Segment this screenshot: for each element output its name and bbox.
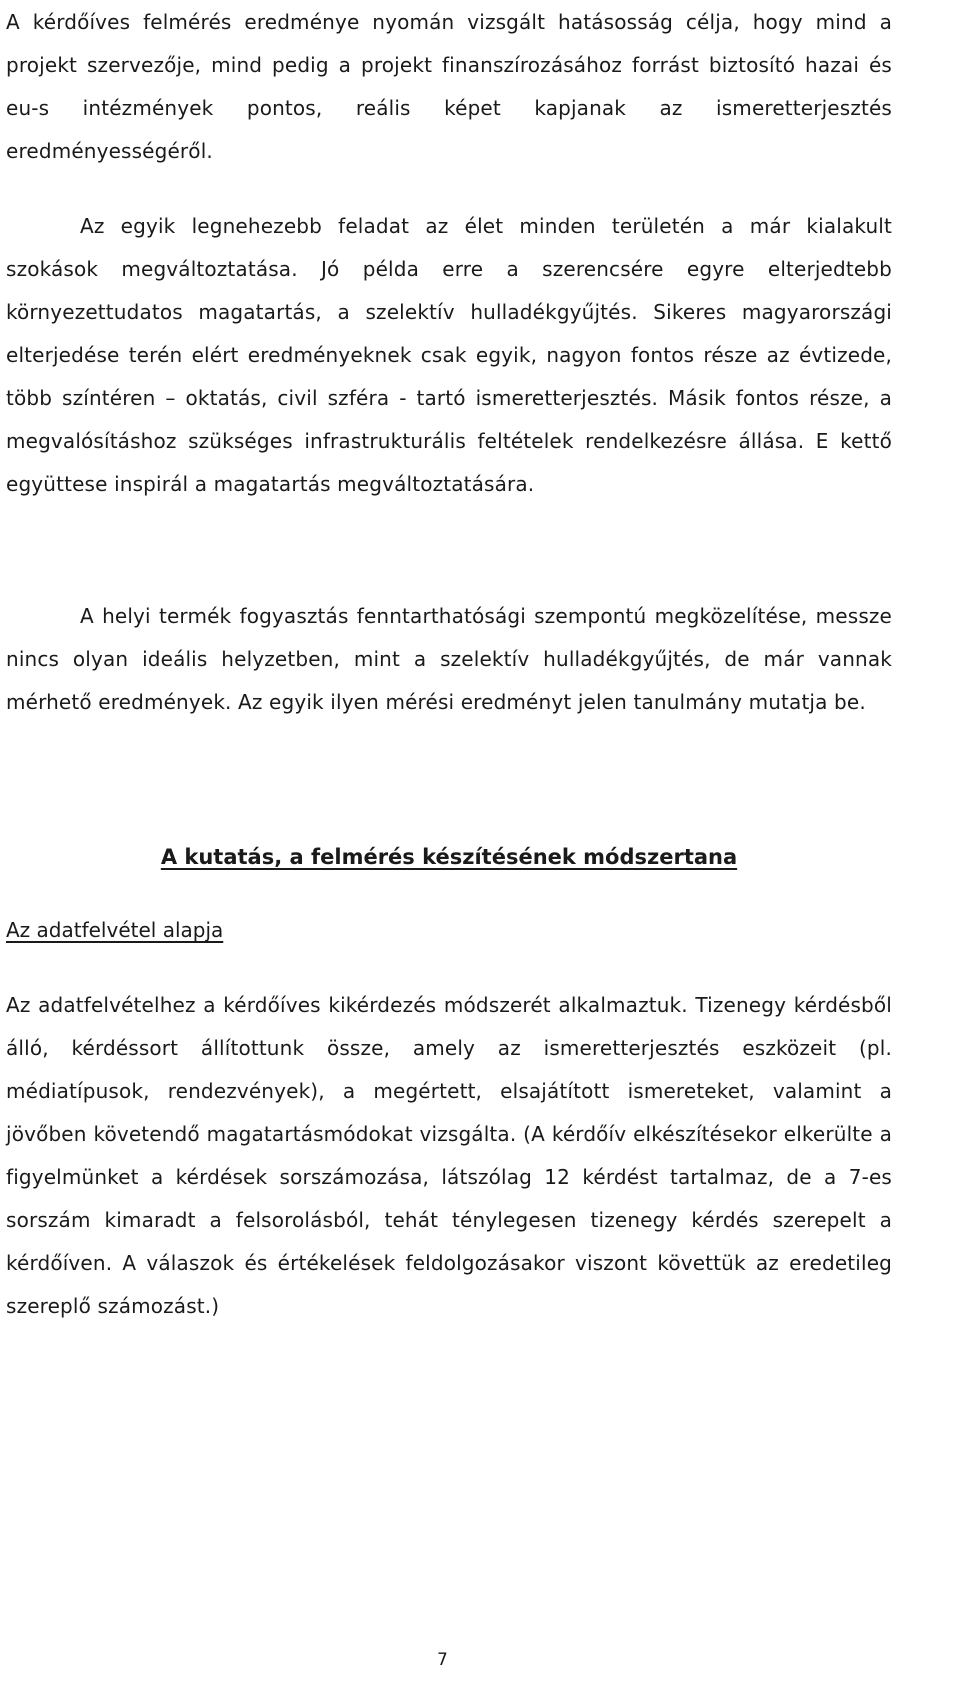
- local-product-paragraph: A helyi termék fogyasztás fenntarthatósági szempontú megközelítése, messze nincs olyan ideális helyzetben, mint a szelektív hulladékgyűjtés, de már vannak mérhető eredmények. Az egyik ilyen mérési eredményt jelen tanulmány mutatja be.: [6, 604, 892, 714]
- sub-heading: Az adatfelvétel alapja: [6, 918, 224, 942]
- methodology-paragraph: Az adatfelvételhez a kérdőíves kikérdezés módszerét alkalmaztuk. Tizenegy kérdésből álló, kérdéssort állítottunk össze, amely az ismeretterjesztés eszközeit (pl. médiatípusok, rendezvények), a megértett, elsajátított ismereteket, valamint a jövőben követendő magatartásmódokat vizsgálta. (A kérdőív elkészítésekor elkerülte a figyelmünket a kérdések sorszámozása, látszólag 12 kérdést tartalmaz, de a 7-es sorszám kimaradt a felsorolásból, tehát ténylegesen tizenegy kérdés szerepelt a kérdőíven. A válaszok és értékelések feldolgozásakor viszont követtük az eredetileg szereplő számozást.): [6, 993, 892, 1318]
- section-heading: A kutatás, a felmérés készítésének módszertana: [160, 845, 738, 869]
- intro-paragraph: A kérdőíves felmérés eredménye nyomán vizsgált hatásosság célja, hogy mind a projekt szervezője, mind pedig a projekt finanszírozásához forrást biztosító hazai és eu-s intézmények pontos, reális képet kapjanak az ismeretterjesztés eredményességéről.: [6, 10, 892, 163]
- page-number: 7: [437, 1650, 448, 1670]
- habits-paragraph: Az egyik legnehezebb feladat az élet minden területén a már kialakult szokások megváltoztatása. Jó példa erre a szerencsére egyre elterjedtebb környezettudatos magatartás, a szelektív hulladékgyűjtés. Sikeres magyarországi elterjedése terén elért eredményeknek csak egyik, nagyon fontos része az évtizede, több színtéren – oktatás, civil szféra - tartó ismeretterjesztés. Másik fontos része, a megvalósításhoz szükséges infrastrukturális feltételek rendelkezésre állása. E kettő együttese inspirál a magatartás megváltoztatására.: [6, 214, 892, 496]
